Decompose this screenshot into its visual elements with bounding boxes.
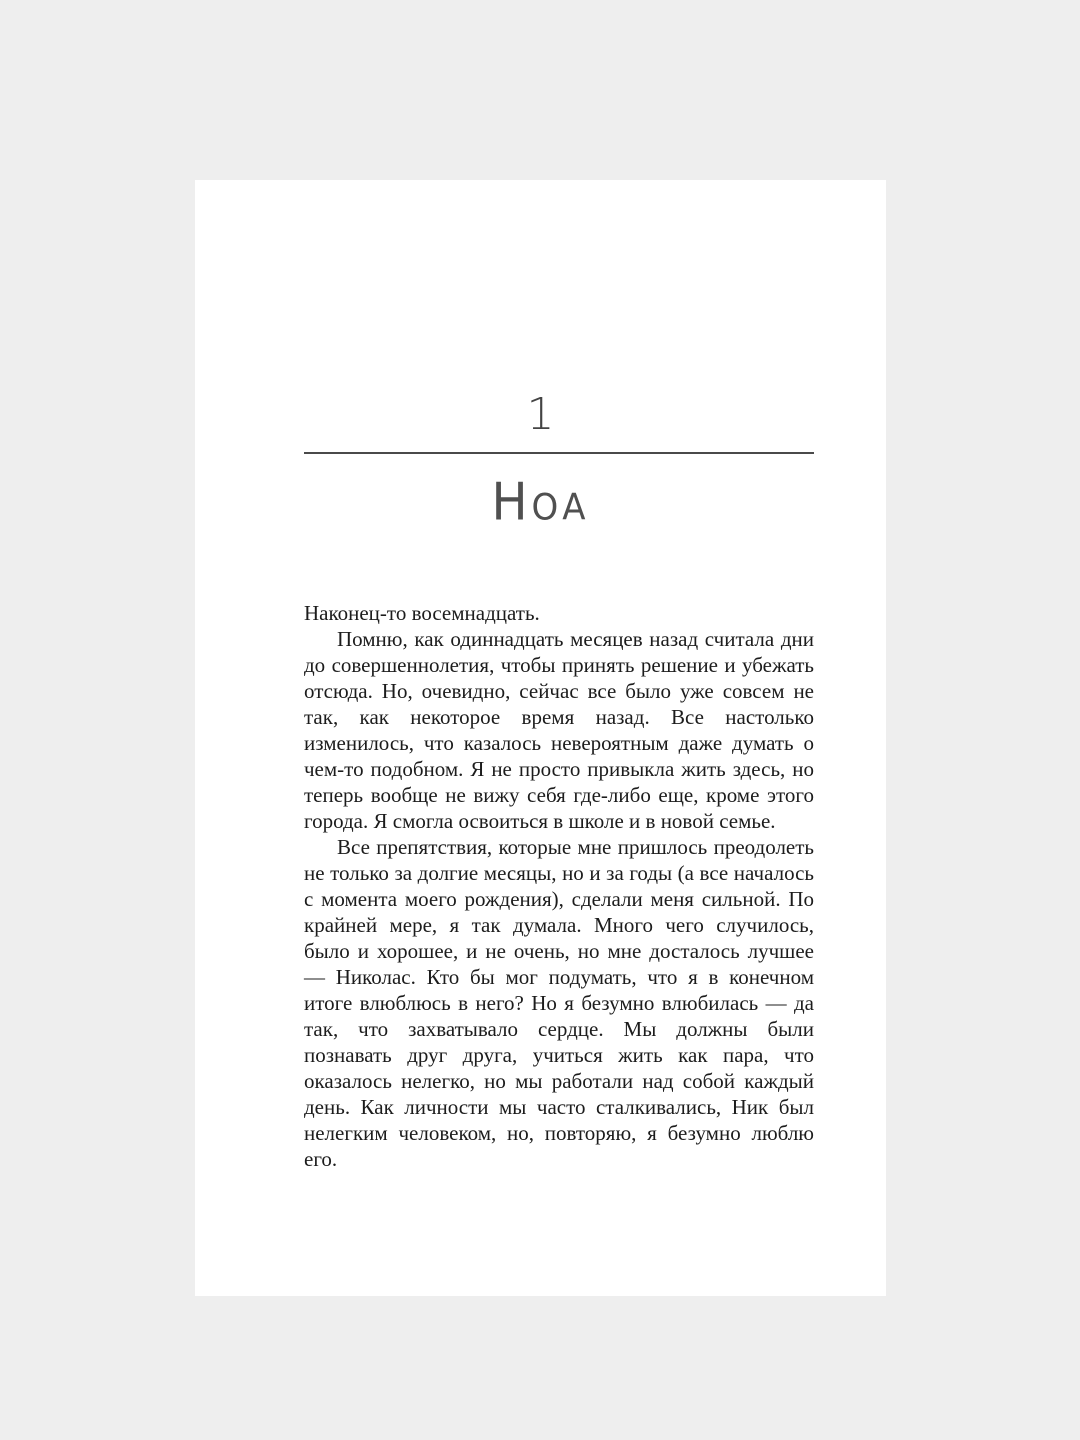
chapter-title: Ноа [491,471,590,533]
paragraph: Помню, как одиннадцать месяцев назад считала дни до совершеннолетия, чтобы принять решение и убежать отсюда. Но, очевидно, сейчас все было уже совсем не так, как некоторое время назад. Все настолько изменилось, что казалось невероятным даже думать о чем-то подобном. Я не просто привыкла жить здесь, но теперь вообще не вижу себя где-либо еще, кроме этого города. Я смогла освоиться в школе и в новой семье. [304,627,814,833]
chapter-divider [304,452,814,454]
chapter-number: 1 [526,389,555,440]
paragraph-opening: Наконец-то восемнадцать. [304,601,540,625]
chapter-body [304,600,814,1172]
book-page [195,180,886,1296]
paragraph: Все препятствия, которые мне пришлось преодолеть не только за долгие месяцы, но и за годы (а все началось с момента моего рождения), сделали меня сильной. По крайней мере, я так думала. Много чего случилось, было и хорошее, и не очень, но мне досталось лучшее — Николас. Кто бы мог подумать, что я в конечном итоге влюблюсь в него? Но я безумно влюбилась — да так, что захватывало сердце. Мы должны были познавать друг друга, учиться жить как пара, что оказалось нелегко, но мы работали над собой каждый день. Как личности мы часто сталкивались, Ник был нелегким человеком, но, повторяю, я безумно люблю его. [304,835,814,1171]
